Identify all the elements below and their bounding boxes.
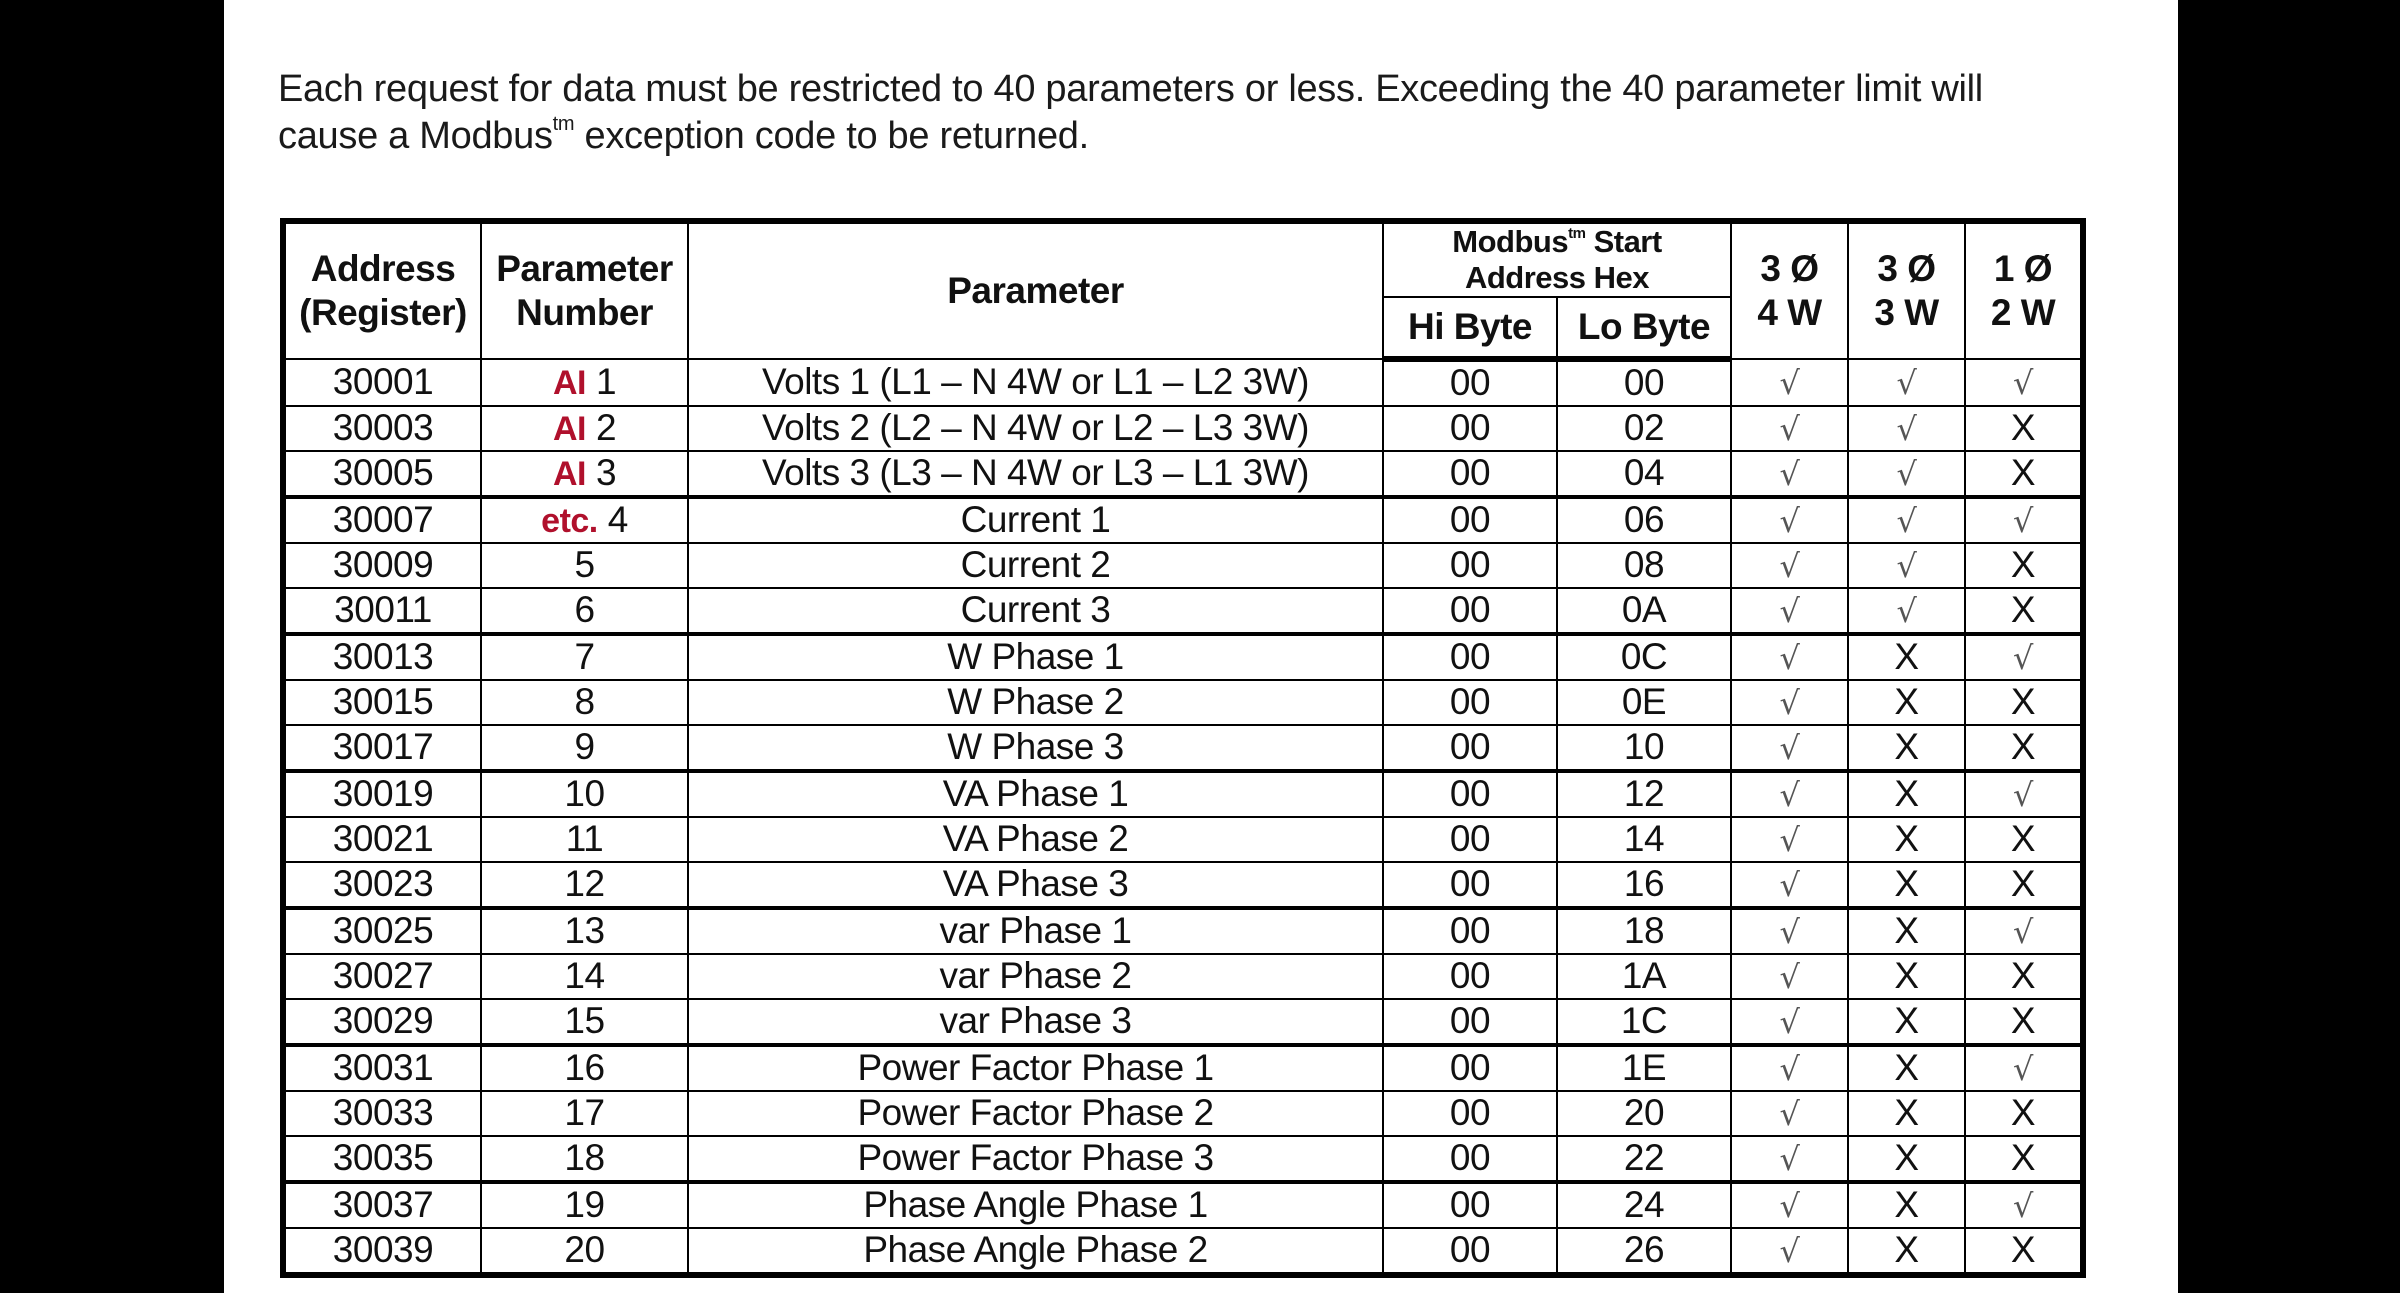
cell-lo-byte: 18 [1557,908,1731,954]
cell-1phase-2wire [1965,1228,2083,1275]
col-header-hi-byte: Hi Byte [1383,297,1557,359]
cell-1phase-2wire [1965,725,2083,771]
cell-1phase-2wire [1965,999,2083,1045]
cell-address: 30009 [283,543,481,588]
cell-parameter: var Phase 1 [688,908,1383,954]
check-mark-icon: √ [1896,409,1917,448]
check-mark-icon: √ [2013,638,2033,677]
col-header-parameter-number: Parameter Number [481,221,688,359]
cell-address: 30013 [283,634,481,680]
cell-address: 30029 [283,999,481,1045]
cell-3phase-3wire [1848,817,1965,862]
cell-3phase-4wire [1731,1091,1848,1136]
cell-3phase-4wire [1731,1228,1848,1275]
cross-mark-icon: X [2010,544,2036,585]
cell-address: 30015 [283,680,481,725]
cell-lo-byte: 26 [1557,1228,1731,1275]
cell-lo-byte: 10 [1557,725,1731,771]
cell-3phase-4wire [1731,954,1848,999]
intro-line-1: Each request for data must be restricted to 40 parameters or less. Exceeding the 40 parameter limit will [278,68,1983,110]
cell-lo-byte: 02 [1557,406,1731,451]
parameter-number: 10 [564,773,605,814]
cross-mark-icon: X [2010,863,2036,904]
cell-3phase-4wire [1731,451,1848,497]
cell-parameter-number [481,862,688,908]
check-mark-icon: √ [1779,728,1800,767]
cell-lo-byte: 0C [1557,634,1731,680]
cell-1phase-2wire [1965,359,2083,406]
table-row [283,588,2083,634]
cell-parameter: W Phase 3 [688,725,1383,771]
cell-3phase-3wire [1848,908,1965,954]
parameter-number: 7 [574,636,595,677]
cross-mark-icon: X [1894,818,1919,859]
parameter-number: 5 [574,544,595,585]
cell-parameter-number [481,908,688,954]
table-row [283,1091,2083,1136]
register-table-body [283,359,2083,1275]
cell-address: 30035 [283,1136,481,1182]
cell-3phase-3wire [1848,359,1965,406]
cell-3phase-4wire [1731,406,1848,451]
cell-lo-byte: 0A [1557,588,1731,634]
cell-parameter-number [481,1182,688,1228]
cell-1phase-2wire [1965,908,2083,954]
cell-parameter: Power Factor Phase 3 [688,1136,1383,1182]
annotation-tag: AI [552,454,586,493]
cross-mark-icon: X [1894,1092,1919,1133]
cell-parameter-number [481,1045,688,1091]
check-mark-icon: √ [1779,638,1800,677]
intro-line-2-post: exception code to be returned. [574,115,1089,157]
cross-mark-icon: X [1894,1184,1919,1225]
cell-hi-byte: 00 [1383,406,1557,451]
cell-parameter: Power Factor Phase 1 [688,1045,1383,1091]
cross-mark-icon: X [2010,681,2036,722]
parameter-number: 15 [564,1000,605,1041]
cell-3phase-4wire [1731,1045,1848,1091]
cross-mark-icon: X [2010,1137,2036,1178]
cell-address: 30033 [283,1091,481,1136]
cell-3phase-3wire [1848,406,1965,451]
cell-lo-byte: 00 [1557,359,1731,406]
cell-3phase-3wire [1848,862,1965,908]
check-mark-icon: √ [1779,546,1800,585]
cell-parameter: Volts 3 (L3 – N 4W or L3 – L1 3W) [688,451,1383,497]
cell-address: 30031 [283,1045,481,1091]
cell-parameter-number [481,543,688,588]
cell-lo-byte: 06 [1557,497,1731,543]
cell-lo-byte: 14 [1557,817,1731,862]
cross-mark-icon: X [2010,452,2036,493]
check-mark-icon: √ [1779,957,1800,996]
cross-mark-icon: X [2010,726,2036,767]
cross-mark-icon: X [2010,1000,2036,1041]
table-row [283,359,2083,406]
cell-3phase-3wire [1848,1045,1965,1091]
cell-1phase-2wire [1965,634,2083,680]
parameter-number: 18 [564,1137,605,1178]
cell-3phase-3wire [1848,588,1965,634]
cell-3phase-4wire [1731,543,1848,588]
check-mark-icon: √ [1779,1002,1800,1041]
cell-hi-byte: 00 [1383,634,1557,680]
col-header-3phase-4wire: 3 Ø 4 W [1731,221,1848,359]
cell-parameter: Current 1 [688,497,1383,543]
check-mark-icon: √ [1779,409,1800,448]
cell-1phase-2wire [1965,771,2083,817]
col-header-address: Address (Register) [283,221,481,359]
cell-lo-byte: 1C [1557,999,1731,1045]
check-mark-icon: √ [1896,591,1917,630]
check-mark-icon: √ [1779,454,1800,493]
cell-3phase-3wire [1848,451,1965,497]
cell-parameter: W Phase 1 [688,634,1383,680]
cell-parameter-number [481,497,688,543]
check-mark-icon: √ [2013,1049,2033,1088]
table-row [283,771,2083,817]
cell-parameter-number [481,771,688,817]
cell-lo-byte: 04 [1557,451,1731,497]
cell-1phase-2wire [1965,451,2083,497]
cross-mark-icon: X [1894,863,1919,904]
check-mark-icon: √ [1779,1049,1800,1088]
header-row-1 [283,221,2083,297]
trademark-sup: tm [552,113,575,135]
check-mark-icon: √ [1779,912,1800,951]
cross-mark-icon: X [2010,407,2036,448]
cell-address: 30037 [283,1182,481,1228]
cell-lo-byte: 12 [1557,771,1731,817]
cell-parameter: VA Phase 3 [688,862,1383,908]
cross-mark-icon: X [2010,818,2036,859]
table-row [283,1228,2083,1275]
intro-line-2-pre: cause a Modbus [278,115,553,157]
check-mark-icon: √ [1779,820,1800,859]
check-mark-icon: √ [2013,1186,2033,1225]
cell-3phase-4wire [1731,588,1848,634]
cell-lo-byte: 08 [1557,543,1731,588]
table-row [283,634,2083,680]
cell-hi-byte: 00 [1383,1136,1557,1182]
parameter-number: 12 [564,863,605,904]
cell-1phase-2wire [1965,1136,2083,1182]
check-mark-icon: √ [2013,912,2033,951]
parameter-number: 8 [574,681,595,722]
cell-address: 30007 [283,497,481,543]
cell-1phase-2wire [1965,543,2083,588]
cell-3phase-3wire [1848,1182,1965,1228]
check-mark-icon: √ [2013,501,2033,540]
col-header-parameter: Parameter [688,221,1383,359]
cell-parameter: Volts 2 (L2 – N 4W or L2 – L3 3W) [688,406,1383,451]
cross-mark-icon: X [2010,1229,2036,1270]
cross-mark-icon: X [2010,1092,2036,1133]
cell-parameter-number [481,954,688,999]
table-row [283,954,2083,999]
cell-hi-byte: 00 [1383,817,1557,862]
check-mark-icon: √ [1779,1231,1800,1270]
cell-hi-byte: 00 [1383,999,1557,1045]
cell-hi-byte: 00 [1383,359,1557,406]
register-table [280,218,2086,1278]
parameter-number: 4 [607,498,628,540]
cell-1phase-2wire [1965,588,2083,634]
cell-1phase-2wire [1965,1091,2083,1136]
cell-address: 30001 [283,359,481,406]
check-mark-icon: √ [2013,363,2033,402]
table-row [283,999,2083,1045]
cell-hi-byte: 00 [1383,451,1557,497]
check-mark-icon: √ [1779,865,1800,904]
annotation-tag: AI [552,409,586,448]
cell-3phase-3wire [1848,680,1965,725]
cell-parameter-number [481,680,688,725]
cross-mark-icon: X [2010,955,2036,996]
check-mark-icon: √ [1779,591,1800,630]
cell-address: 30021 [283,817,481,862]
table-row [283,451,2083,497]
cell-lo-byte: 22 [1557,1136,1731,1182]
cell-hi-byte: 00 [1383,497,1557,543]
cell-3phase-4wire [1731,725,1848,771]
document-page [224,0,2178,1293]
cross-mark-icon: X [1894,681,1919,722]
cell-hi-byte: 00 [1383,543,1557,588]
cell-parameter-number [481,1228,688,1275]
cell-3phase-3wire [1848,543,1965,588]
cell-hi-byte: 00 [1383,1182,1557,1228]
check-mark-icon: √ [1779,501,1800,540]
cell-1phase-2wire [1965,817,2083,862]
cell-address: 30019 [283,771,481,817]
cell-parameter-number [481,588,688,634]
cell-hi-byte: 00 [1383,680,1557,725]
cell-3phase-3wire [1848,1228,1965,1275]
check-mark-icon: √ [1896,501,1917,540]
cell-parameter: Phase Angle Phase 2 [688,1228,1383,1275]
cell-parameter-number [481,634,688,680]
parameter-number: 13 [564,910,605,951]
cell-parameter-number [481,999,688,1045]
intro-paragraph [278,66,2168,160]
cell-3phase-4wire [1731,1182,1848,1228]
cross-mark-icon: X [1894,1229,1919,1270]
cell-hi-byte: 00 [1383,908,1557,954]
cell-parameter-number [481,725,688,771]
cell-1phase-2wire [1965,680,2083,725]
cell-3phase-3wire [1848,954,1965,999]
check-mark-icon: √ [1896,363,1917,402]
cell-1phase-2wire [1965,1182,2083,1228]
parameter-number: 19 [564,1184,605,1225]
cell-hi-byte: 00 [1383,771,1557,817]
table-row [283,543,2083,588]
cell-3phase-3wire [1848,497,1965,543]
cell-parameter: Current 3 [688,588,1383,634]
table-row [283,497,2083,543]
table-row [283,406,2083,451]
table-row [283,1045,2083,1091]
cell-address: 30023 [283,862,481,908]
cell-lo-byte: 1A [1557,954,1731,999]
cell-parameter-number [481,817,688,862]
cell-parameter: W Phase 2 [688,680,1383,725]
parameter-number: 16 [564,1047,605,1088]
annotation-tag: etc. [541,501,598,540]
check-mark-icon: √ [1896,546,1917,585]
cell-hi-byte: 00 [1383,588,1557,634]
cell-address: 30017 [283,725,481,771]
cell-1phase-2wire [1965,497,2083,543]
check-mark-icon: √ [1779,1139,1800,1178]
cell-parameter-number [481,406,688,451]
cell-parameter-number [481,359,688,406]
col-header-3phase-3wire: 3 Ø 3 W [1848,221,1965,359]
cell-parameter: Volts 1 (L1 – N 4W or L1 – L2 3W) [688,359,1383,406]
cell-3phase-3wire [1848,725,1965,771]
parameter-number: 2 [595,406,617,448]
check-mark-icon: √ [1779,1186,1800,1225]
col-header-1phase-2wire: 1 Ø 2 W [1965,221,2083,359]
cell-parameter: VA Phase 1 [688,771,1383,817]
col-header-modbus-start-address: Modbus$^{tm}$ Start Address Hex [1383,221,1731,297]
cell-3phase-4wire [1731,771,1848,817]
cell-hi-byte: 00 [1383,1091,1557,1136]
cell-3phase-3wire [1848,1091,1965,1136]
parameter-number: 9 [574,726,595,767]
check-mark-icon: √ [1779,683,1800,722]
cell-address: 30027 [283,954,481,999]
cell-parameter: Current 2 [688,543,1383,588]
parameter-number: 20 [564,1229,605,1270]
cell-3phase-3wire [1848,634,1965,680]
cell-3phase-4wire [1731,634,1848,680]
cell-address: 30025 [283,908,481,954]
cell-1phase-2wire [1965,954,2083,999]
cell-3phase-3wire [1848,771,1965,817]
table-row [283,862,2083,908]
cell-parameter-number [481,1091,688,1136]
cell-1phase-2wire [1965,1045,2083,1091]
cell-lo-byte: 20 [1557,1091,1731,1136]
cell-address: 30011 [283,588,481,634]
cross-mark-icon: X [1894,636,1919,677]
check-mark-icon: √ [1779,363,1800,402]
cell-3phase-4wire [1731,817,1848,862]
parameter-number: 14 [564,955,605,996]
cell-address: 30005 [283,451,481,497]
parameter-number: 6 [574,589,595,630]
cell-3phase-4wire [1731,862,1848,908]
cell-parameter-number [481,1136,688,1182]
cell-3phase-4wire [1731,680,1848,725]
cell-lo-byte: 24 [1557,1182,1731,1228]
cell-3phase-4wire [1731,497,1848,543]
cross-mark-icon: X [1894,773,1919,814]
cell-lo-byte: 1E [1557,1045,1731,1091]
check-mark-icon: √ [1779,1094,1800,1133]
cell-hi-byte: 00 [1383,954,1557,999]
cell-parameter-number [481,451,688,497]
cell-1phase-2wire [1965,406,2083,451]
cell-3phase-4wire [1731,1136,1848,1182]
check-mark-icon: √ [1779,775,1800,814]
cross-mark-icon: X [1894,1000,1919,1041]
cell-lo-byte: 0E [1557,680,1731,725]
check-mark-icon: √ [2013,775,2033,814]
cell-3phase-4wire [1731,908,1848,954]
cell-parameter: Phase Angle Phase 1 [688,1182,1383,1228]
annotation-tag: AI [552,363,586,402]
parameter-number: 3 [595,451,617,493]
parameter-number: 17 [564,1092,605,1133]
cross-mark-icon: X [1894,910,1919,951]
cross-mark-icon: X [1894,1137,1919,1178]
parameter-number: 11 [565,818,604,859]
cross-mark-icon: X [1894,955,1919,996]
check-mark-icon: √ [1896,454,1917,493]
cell-1phase-2wire [1965,862,2083,908]
table-row [283,908,2083,954]
table-row [283,1136,2083,1182]
cell-3phase-3wire [1848,999,1965,1045]
cell-hi-byte: 00 [1383,1228,1557,1275]
cell-3phase-3wire [1848,1136,1965,1182]
table-row [283,1182,2083,1228]
table-row [283,817,2083,862]
cell-hi-byte: 00 [1383,862,1557,908]
cell-parameter: VA Phase 2 [688,817,1383,862]
table-row [283,680,2083,725]
cell-lo-byte: 16 [1557,862,1731,908]
cross-mark-icon: X [1894,1047,1919,1088]
cross-mark-icon: X [2010,589,2036,630]
cell-parameter: var Phase 3 [688,999,1383,1045]
table-row [283,725,2083,771]
cell-hi-byte: 00 [1383,725,1557,771]
parameter-number: 1 [595,360,617,402]
cell-parameter: var Phase 2 [688,954,1383,999]
cell-3phase-4wire [1731,999,1848,1045]
cross-mark-icon: X [1894,726,1919,767]
cell-parameter: Power Factor Phase 2 [688,1091,1383,1136]
cell-hi-byte: 00 [1383,1045,1557,1091]
col-header-lo-byte: Lo Byte [1557,297,1731,359]
cell-address: 30003 [283,406,481,451]
cell-3phase-4wire [1731,359,1848,406]
cell-address: 30039 [283,1228,481,1275]
